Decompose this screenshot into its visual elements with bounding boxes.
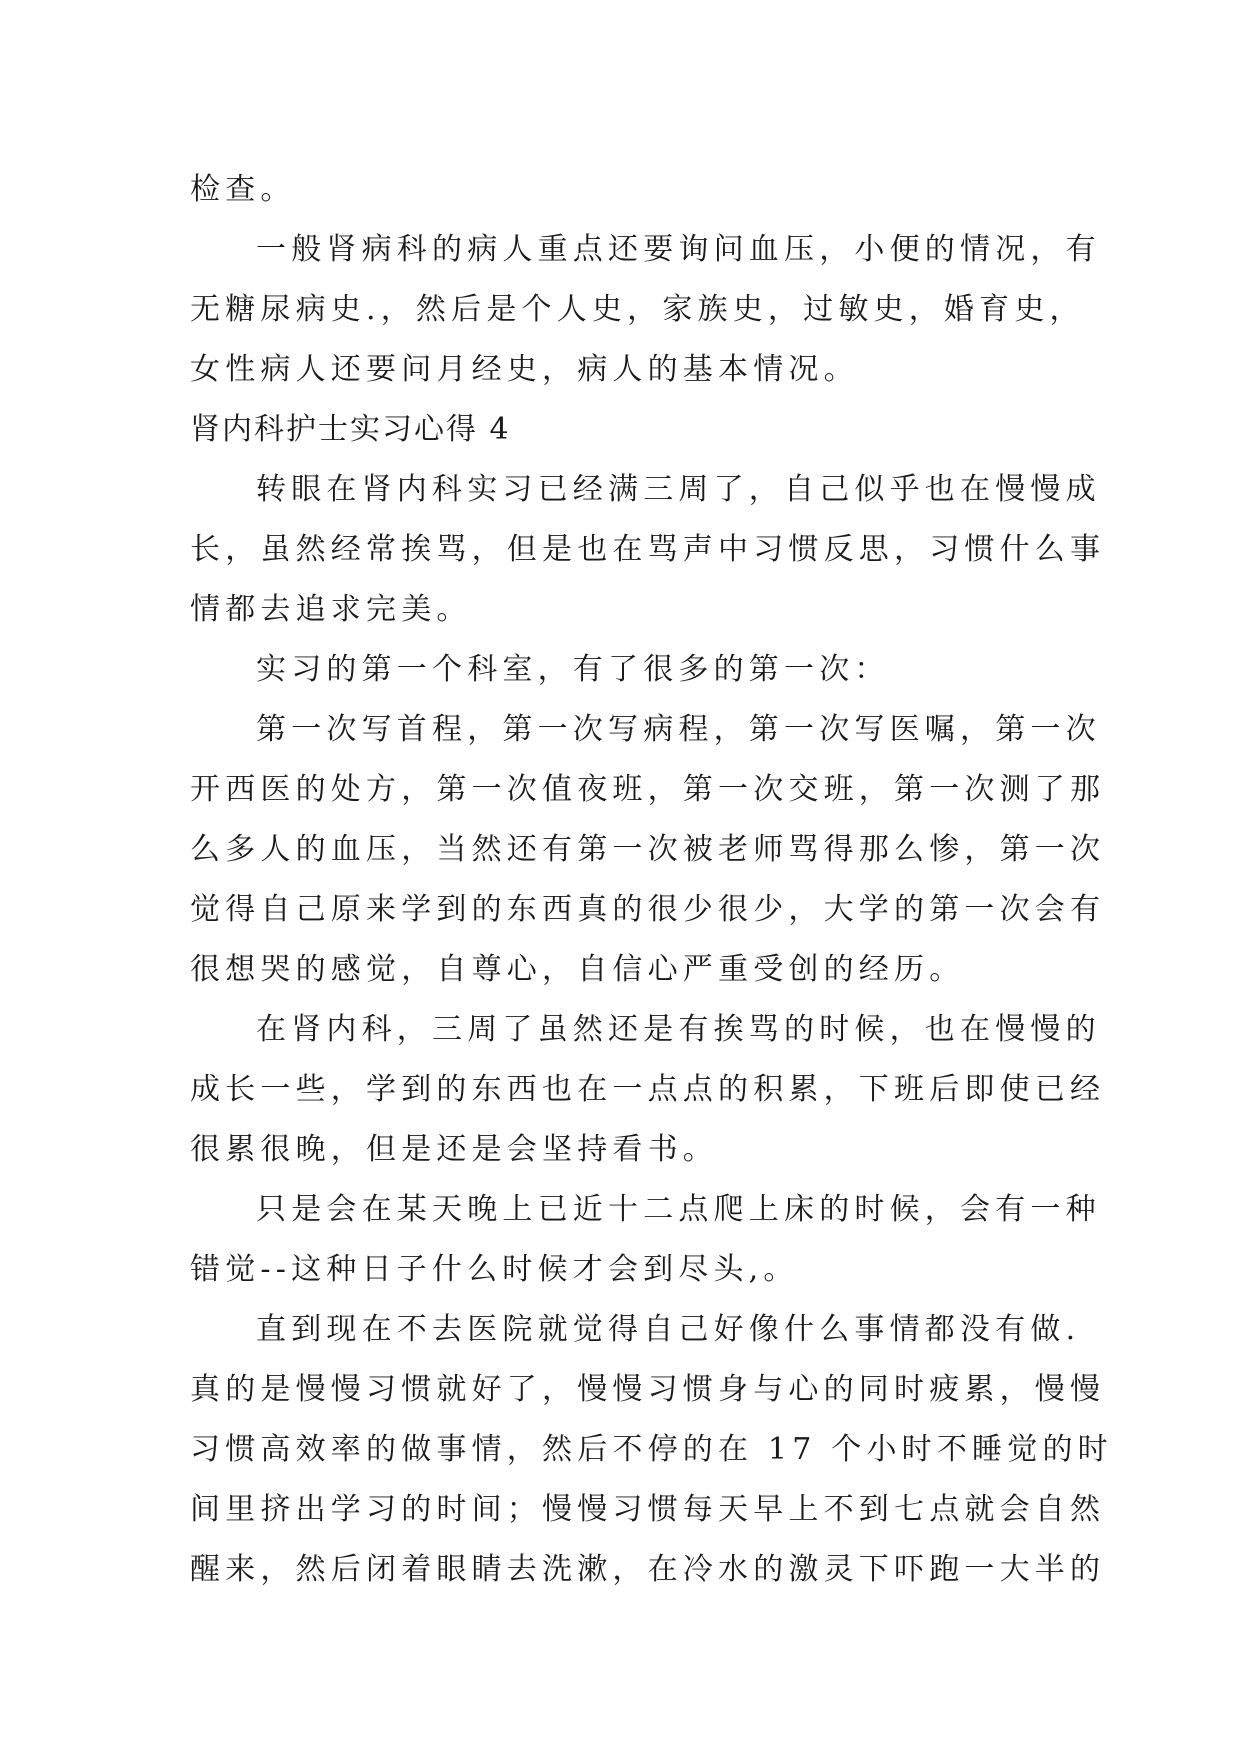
- text-line: 醒来，然后闭着眼睛去洗漱，在冷水的激灵下吓跑一大半的: [190, 1552, 1106, 1587]
- text-line: 间里挤出学习的时间；慢慢习惯每天早上不到七点就会自然: [190, 1492, 1106, 1527]
- section-heading: 肾内科护士实习心得 4: [190, 412, 511, 447]
- text-line: 错觉--这种日子什么时候才会到尽头,。: [190, 1252, 799, 1287]
- text-line: 很想哭的感觉，自尊心，自信心严重受创的经历。: [190, 952, 965, 987]
- paragraph-start-line: 一般肾病科的病人重点还要询问血压，小便的情况，有: [256, 232, 1101, 267]
- paragraph-start-line: 转眼在肾内科实习已经满三周了，自己似乎也在慢慢成: [256, 472, 1101, 507]
- text-line: 长，虽然经常挨骂，但是也在骂声中习惯反思，习惯什么事: [190, 532, 1106, 567]
- text-line: 觉得自己原来学到的东西真的很少很少，大学的第一次会有: [190, 892, 1106, 927]
- paragraph-start-line: 在肾内科，三周了虽然还是有挨骂的时候，也在慢慢的: [256, 1012, 1101, 1047]
- text-line: 真的是慢慢习惯就好了，慢慢习惯身与心的同时疲累，慢慢: [190, 1372, 1106, 1407]
- document-page: [190, 160, 1113, 1600]
- text-line: 情都去追求完美。: [190, 592, 472, 627]
- text-line: 成长一些，学到的东西也在一点点的积累，下班后即使已经: [190, 1072, 1106, 1107]
- text-line: 无糖尿病史.，然后是个人史，家族史，过敏史，婚育史，: [190, 292, 1085, 327]
- paragraph-start-line: 只是会在某天晚上已近十二点爬上床的时候，会有一种: [256, 1192, 1101, 1227]
- text-line: 开西医的处方，第一次值夜班，第一次交班，第一次测了那: [190, 772, 1106, 807]
- text-line: 女性病人还要问月经史，病人的基本情况。: [190, 352, 859, 387]
- text-line: 很累很晚，但是还是会坚持看书。: [190, 1132, 718, 1167]
- paragraph-start-line: 第一次写首程，第一次写病程，第一次写医嘱，第一次: [256, 712, 1101, 747]
- paragraph-start-line: 直到现在不去医院就觉得自己好像什么事情都没有做.: [256, 1312, 1081, 1347]
- text-line: 习惯高效率的做事情，然后不停的在 17 个小时不睡觉的时: [190, 1432, 1113, 1467]
- paragraph-start-line: 实习的第一个科室，有了很多的第一次：: [256, 652, 890, 687]
- text-line: 么多人的血压，当然还有第一次被老师骂得那么惨，第一次: [190, 832, 1106, 867]
- text-line: 检查。: [190, 172, 296, 207]
